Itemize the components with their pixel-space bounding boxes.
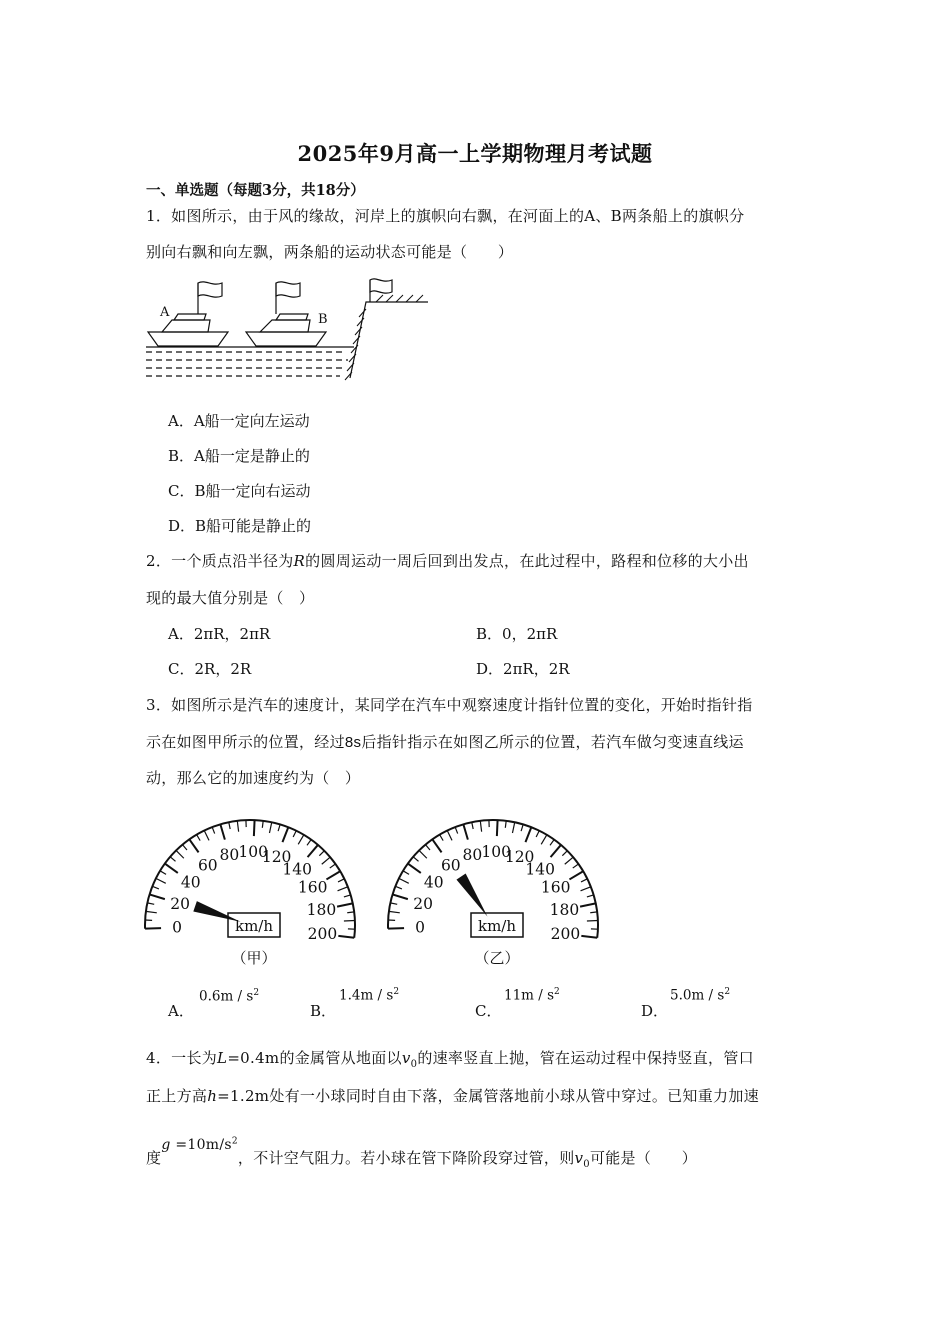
q3-option-a-value: $0.6m / s^2$ bbox=[199, 988, 260, 1005]
page-title: 2025年9月高一上学期物理月考试题 bbox=[297, 141, 653, 166]
gauge-tick bbox=[326, 871, 340, 879]
gauge-tick bbox=[521, 824, 523, 831]
gauge-tick-label: 0 bbox=[415, 918, 425, 937]
gauge-tick-label: 140 bbox=[282, 860, 313, 879]
gauge-tick bbox=[338, 879, 344, 882]
gauge-tick-label: 140 bbox=[525, 860, 556, 879]
gauge-tick-label: 200 bbox=[307, 924, 338, 943]
gauge-tick bbox=[413, 857, 418, 862]
gauge-tick bbox=[562, 851, 567, 856]
gauge-tick bbox=[480, 821, 481, 832]
gauge-unit: km/h bbox=[477, 917, 517, 935]
gauge-tick bbox=[176, 850, 184, 858]
gauge-tick bbox=[390, 903, 397, 904]
gauge-tick bbox=[322, 857, 330, 864]
gauge-tick bbox=[337, 903, 353, 906]
gauge-unit: km/h bbox=[234, 917, 274, 935]
gauge-tick bbox=[541, 835, 547, 844]
gauge-tick bbox=[308, 845, 318, 857]
gauge-tick bbox=[472, 822, 473, 829]
gauge-tick bbox=[189, 839, 198, 852]
q1-option-a: A．A船一定向左运动 bbox=[168, 412, 310, 430]
q1-option-d: D．B船可能是静止的 bbox=[168, 517, 312, 535]
gauge-tick bbox=[581, 879, 587, 882]
q1-text-line-1: 1．如图所示，由于风的缘故，河岸上的旗帜向右飘，在河面上的A、B两条船上的旗帜分 bbox=[146, 207, 745, 225]
q4-text-line-1: 4．一长为L=0.4m的金属管从地面以$v_0$的速率竖直上抛，管在运动过程中保持竖直，管口 bbox=[146, 1049, 754, 1070]
q2-option-d: D．2πR，2R bbox=[476, 660, 570, 678]
q2-option-a: A．2πR，2πR bbox=[168, 625, 271, 643]
gauge-tick bbox=[393, 894, 408, 899]
gauge-tick bbox=[237, 821, 238, 832]
gauge-needle bbox=[193, 901, 240, 922]
q1-text-line-2: 别向右飘和向左飘，两条船的运动状态可能是（ ） bbox=[146, 243, 514, 261]
gauge-tick bbox=[293, 831, 296, 837]
q2-option-c: C．2R，2R bbox=[168, 660, 252, 678]
gauge-tick bbox=[455, 827, 458, 834]
gauge-tick-label: 40 bbox=[180, 873, 201, 892]
q1-option-b: B．A船一定是静止的 bbox=[168, 447, 310, 465]
gauge-tick-label: 60 bbox=[197, 856, 218, 875]
gauge-tick-label: 200 bbox=[550, 924, 581, 943]
q4-text-line-3: 度$g =10m/s^2$，不计空气阻力。若小球在管下降阶段穿过管，则$v_0$可能是（ ） bbox=[146, 1136, 698, 1170]
gauge-tick bbox=[525, 827, 531, 842]
gauge-tick bbox=[152, 886, 159, 889]
gauge-tick bbox=[587, 895, 594, 897]
gauge-caption: （甲） bbox=[231, 949, 277, 967]
q3-option-c-letter: C． bbox=[475, 1002, 502, 1020]
gauge-tick-label: 60 bbox=[440, 856, 461, 875]
gauge-tick bbox=[197, 835, 201, 841]
q3-option-a-letter: A． bbox=[168, 1002, 194, 1020]
gauge-tick bbox=[278, 824, 280, 831]
q3-option-b-value: $1.4m / s^2$ bbox=[339, 987, 400, 1004]
q2-text-line-2: 现的最大值分别是（ ） bbox=[146, 589, 315, 607]
gauge-tick bbox=[254, 820, 255, 836]
gauge-tick bbox=[565, 857, 573, 864]
gauge-tick bbox=[419, 850, 427, 858]
q2-option-b: B．0，2πR bbox=[476, 625, 558, 643]
q3-option-d-value: $5.0m / s^2$ bbox=[670, 987, 731, 1004]
gauge-tick bbox=[389, 911, 400, 912]
gauge-caption: （乙） bbox=[474, 949, 520, 967]
gauge-tick-label: 20 bbox=[413, 894, 434, 913]
gauge-tick bbox=[403, 871, 409, 875]
gauge-tick bbox=[145, 928, 161, 929]
gauge-tick bbox=[573, 864, 579, 868]
gauge-tick bbox=[536, 831, 539, 837]
gauge-tick bbox=[551, 845, 561, 857]
gauge-needle bbox=[456, 874, 487, 917]
gauge-tick bbox=[229, 822, 230, 829]
gauge-tick bbox=[505, 821, 506, 828]
gauge-tick-label: 180 bbox=[306, 900, 337, 919]
gauge-tick bbox=[432, 839, 441, 852]
gauge-tick bbox=[347, 912, 354, 913]
gauge-tick-label: 160 bbox=[297, 878, 328, 897]
gauge-tick-label: 0 bbox=[172, 918, 182, 937]
boat-b-label: B bbox=[318, 312, 328, 327]
gauge-tick bbox=[150, 894, 165, 899]
gauge-tick bbox=[298, 835, 304, 844]
gauge-tick bbox=[447, 831, 452, 841]
q3-option-c-value: $11m / s^2$ bbox=[504, 987, 560, 1004]
gauge-tick bbox=[307, 840, 311, 846]
q2-text-line-1: 2．一个质点沿半径为R的圆周运动一周后回到出发点，在此过程中，路程和位移的大小出 bbox=[146, 552, 749, 570]
gauge-tick bbox=[425, 845, 430, 850]
gauge-tick bbox=[319, 851, 324, 856]
gauge-tick bbox=[330, 864, 336, 868]
q4-text-line-2: 正上方高h=1.2m处有一小球同时自由下落，金属管落地前小球从管中穿过。已知重力加速 bbox=[146, 1087, 759, 1105]
gauge-tick bbox=[512, 822, 514, 833]
q3-text-line-2: 示在如图甲所示的位置，经过8s后指针指示在如图乙所示的位置，若汽车做匀变速直线运 bbox=[146, 733, 744, 751]
gauge-tick-label: 120 bbox=[504, 848, 535, 867]
q3-text-line-3: 动，那么它的加速度约为（ ） bbox=[146, 769, 361, 787]
gauge-tick bbox=[262, 821, 263, 828]
gauge-tick bbox=[581, 887, 591, 891]
gauge-tick bbox=[160, 871, 166, 875]
gauge-tick-label: 20 bbox=[170, 894, 191, 913]
gauge-tick bbox=[282, 827, 288, 842]
boats-river-figure bbox=[140, 276, 440, 386]
q3-text-line-1: 3．如图所示是汽车的速度计，某同学在汽车中观察速度计指针位置的变化，开始时指针指 bbox=[146, 696, 753, 714]
gauge-tick bbox=[212, 827, 215, 834]
gauge-tick bbox=[269, 822, 271, 833]
gauge-tick bbox=[497, 820, 498, 836]
gauge-tick bbox=[344, 895, 351, 897]
gauge-tick bbox=[463, 824, 468, 839]
gauge-tick bbox=[170, 857, 175, 862]
gauge-tick bbox=[408, 864, 421, 873]
q3-option-d-letter: D． bbox=[641, 1002, 669, 1020]
gauge-tick bbox=[156, 878, 166, 883]
gauge-tick bbox=[165, 864, 178, 873]
gauge-tick bbox=[147, 903, 154, 904]
gauge-tick-label: 80 bbox=[219, 845, 240, 864]
gauge-tick bbox=[146, 911, 157, 912]
section-heading: 一、单选题（每题3分，共18分） bbox=[146, 182, 365, 199]
gauge-tick bbox=[590, 912, 597, 913]
gauge-tick bbox=[399, 878, 409, 883]
q1-option-c: C．B船一定向右运动 bbox=[168, 482, 311, 500]
gauge-tick bbox=[338, 887, 348, 891]
gauge-tick bbox=[338, 936, 354, 938]
gauge-tick-label: 180 bbox=[549, 900, 580, 919]
gauge-tick-label: 100 bbox=[238, 843, 268, 862]
gauge-tick bbox=[550, 840, 554, 846]
gauge-tick-label: 160 bbox=[540, 878, 571, 897]
gauge-tick-label: 100 bbox=[481, 843, 511, 862]
speedometer-jia bbox=[140, 795, 370, 970]
gauge-tick bbox=[388, 928, 404, 929]
gauge-tick bbox=[395, 886, 402, 889]
gauge-tick-label: 80 bbox=[462, 845, 483, 864]
gauge-tick bbox=[204, 831, 209, 841]
q3-option-b-letter: B． bbox=[310, 1002, 337, 1020]
gauge-tick-label: 120 bbox=[261, 848, 292, 867]
gauge-tick bbox=[182, 845, 187, 850]
gauge-tick bbox=[580, 903, 596, 906]
boat-a-label: A bbox=[160, 305, 170, 320]
gauge-tick bbox=[581, 936, 597, 938]
speedometer-yi bbox=[383, 795, 613, 970]
gauge-tick-label: 40 bbox=[423, 873, 444, 892]
gauge-tick bbox=[569, 871, 583, 879]
gauge-tick bbox=[440, 835, 444, 841]
gauge-tick bbox=[220, 824, 225, 839]
